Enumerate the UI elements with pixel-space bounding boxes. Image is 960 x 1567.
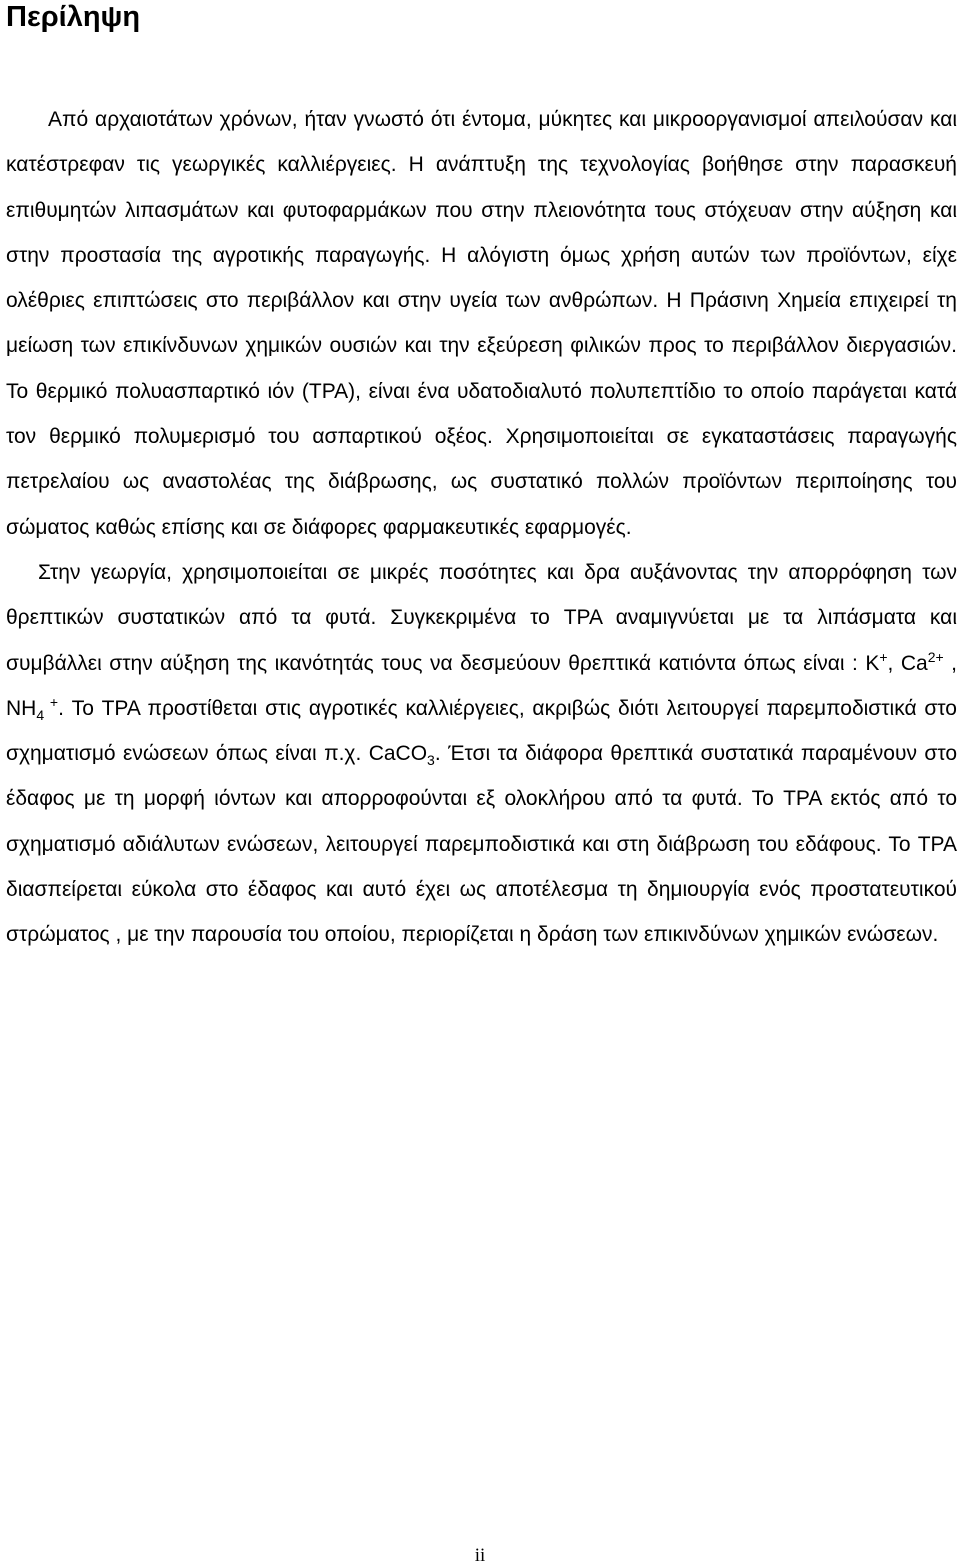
ammonium-subscript: 4 <box>36 707 45 724</box>
calcium-charge: 2+ <box>927 648 944 665</box>
paragraph-2-text-e: . Έτσι τα διάφορα θρεπτικά συστατικά παραμένουν στο έδαφος με τη μορφή ιόντων και απορροφούνται εξ ολοκλήρου από τα φυτά. Το TPA εκτός από το σχηματισμό αδιάλυτων ενώσεων, λειτουργεί παρεμποδιστικά και στη διάβρωση του εδάφους. Το TPA διασπείρεται εύκολα στο έδαφος και αυτό έχει ως αποτέλεσμα τη δημιουργία ενός προστατευτικού στρώματος , με την παρουσία του οποίου, περιορίζεται η δράση των επικινδύνων χημικών ενώσεων. <box>6 742 957 947</box>
page-number: ii <box>474 1545 486 1566</box>
paragraph-2-text-b: , Ca <box>887 651 928 675</box>
carbonate-subscript: 3 <box>427 752 435 769</box>
ammonium-charge: + <box>44 693 59 710</box>
page-title: Περίληψη <box>6 1 141 33</box>
paragraph-2-text-a: Στην γεωργία, χρησιμοποιείται σε μικρές ποσότητες και δρα αυξάνοντας την απορρόφηση των θρεπτικών συστατικών από τα φυτά. Συγκεκριμένα το TPA αναμιγνύεται με τα λιπάσματα και συμβάλλει στην αύξηση της ικανότητάς τους να δεσμεύουν θρεπτικά κατιόντα όπως είναι : K <box>6 560 957 675</box>
paragraph-2-text-c: , NH <box>6 651 958 720</box>
abstract-paragraph-1: Από αρχαιοτάτων χρόνων, ήταν γνωστό ότι έντομα, μύκητες και μικροοργανισμοί απειλούσαν και κατέστρεφαν τις γεωργικές καλλιέργειες. Η ανάπτυξη της τεχνολογίας βοήθησε στην παρασκευή επιθυμητών λιπασμάτων και φυτοφαρμάκων που στην πλειονότητα τους στόχευαν στην αύξηση και στην προστασία της αγροτικής παραγωγής. Η αλόγιστη όμως χρήση αυτών των προϊόντων, είχε ολέθριες επιπτώσεις στο περιβάλλον και στην υγεία των ανθρώπων. Η Πράσινη Χημεία επιχειρεί τη μείωση των επικίνδυνων χημικών ουσιών και την εξεύρεση φιλικών προς το περιβάλλον διεργασιών. Το θερμικό πολυασπαρτικό ιόν (TPA), είναι ένα υδατοδιαλυτό πολυπεπτίδιο το οποίο παράγεται κατά τον θερμικό πολυμερισμό του ασπαρτικού οξέος. Χρησιμοποιείται σε εγκαταστάσεις παραγωγής πετρελαίου ως αναστολέας της διάβρωσης, ως συστατικό πολλών προϊόντων περιποίησης του σώματος καθώς επίσης και σε διάφορες φαρμακευτικές εφαρμογές. <box>6 108 957 539</box>
abstract-body <box>6 97 957 958</box>
abstract-paragraph-2 <box>6 550 957 958</box>
potassium-charge: + <box>879 648 888 665</box>
paragraph-2-text-d: . Το TPA προστίθεται στις αγροτικές καλλιέργειες, ακριβώς διότι λειτουργεί παρεμποδιστικά στο σχηματισμό ενώσεων όπως είναι π.χ. CaCO <box>6 696 957 766</box>
